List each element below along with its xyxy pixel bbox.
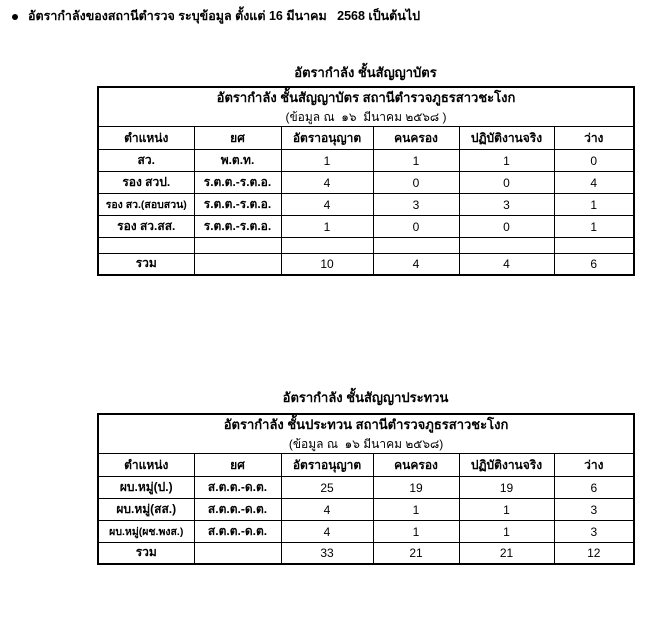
table-row xyxy=(98,477,634,499)
cell-actual: 1 xyxy=(459,150,554,172)
col-header-vacant: ว่าง xyxy=(554,454,634,477)
cell-authorized: 10 xyxy=(281,254,373,275)
cell-position: ผบ.หมู่(สส.) xyxy=(98,499,194,521)
cell-actual: 0 xyxy=(459,216,554,238)
col-header-occupied: คนครอง xyxy=(373,127,459,150)
col-header-vacant: ว่าง xyxy=(554,127,634,150)
table-caption xyxy=(98,414,634,454)
cell-rank xyxy=(194,254,281,275)
cell-actual: 21 xyxy=(459,543,554,564)
col-header-authorized: อัตราอนุญาต xyxy=(281,127,373,150)
cell-vacant: 3 xyxy=(554,499,634,521)
cell-actual: 1 xyxy=(459,521,554,543)
cell-vacant: 1 xyxy=(554,194,634,216)
table-caption-title: อัตรากำลัง ชั้นประทวน สถานีตำรวจภูธรสาวชะโงก xyxy=(223,417,509,432)
cell-occupied xyxy=(373,238,459,254)
cell-total-label: รวม xyxy=(98,543,194,564)
cell-authorized: 4 xyxy=(281,172,373,194)
table-caption-date: (ข้อมูล ณ ๑๖ มีนาคม ๒๕๖๘ ) xyxy=(285,110,447,124)
table-caption-title: อัตรากำลัง ชั้นสัญญาบัตร สถานีตำรวจภูธรสาวชะโงก xyxy=(216,90,516,105)
table-row xyxy=(98,216,634,238)
table-header-row xyxy=(98,454,634,477)
table-caption-row xyxy=(98,414,634,454)
bullet-icon xyxy=(12,14,18,20)
cell-occupied: 4 xyxy=(373,254,459,275)
cell-authorized: 4 xyxy=(281,499,373,521)
cell-vacant: 6 xyxy=(554,477,634,499)
table-total-row xyxy=(98,254,634,275)
table-caption-date: (ข้อมูล ณ ๑๖ มีนาคม ๒๕๖๘) xyxy=(288,437,444,451)
table-row xyxy=(98,194,634,216)
cell-authorized xyxy=(281,238,373,254)
cell-actual xyxy=(459,238,554,254)
cell-position: รอง สว.สส. xyxy=(98,216,194,238)
table-row xyxy=(98,499,634,521)
cell-vacant: 3 xyxy=(554,521,634,543)
cell-actual: 4 xyxy=(459,254,554,275)
table-header-row xyxy=(98,127,634,150)
cell-rank: พ.ต.ท. xyxy=(194,150,281,172)
table-caption xyxy=(98,87,634,127)
bullet-list-item xyxy=(12,8,420,25)
officer-section-title: อัตรากำลัง ชั้นสัญญาบัตร xyxy=(294,65,437,80)
col-header-actual: ปฏิบัติงานจริง xyxy=(459,454,554,477)
cell-rank: ร.ต.ต.-ร.ต.อ. xyxy=(194,194,281,216)
table-total-row xyxy=(98,543,634,564)
col-header-position: ตำแหน่ง xyxy=(98,127,194,150)
cell-rank: ส.ต.ต.-ด.ต. xyxy=(194,499,281,521)
cell-actual: 19 xyxy=(459,477,554,499)
cell-occupied: 0 xyxy=(373,216,459,238)
cell-occupied: 21 xyxy=(373,543,459,564)
cell-vacant: 1 xyxy=(554,216,634,238)
table-row xyxy=(98,150,634,172)
cell-authorized: 1 xyxy=(281,150,373,172)
nco-section-title: อัตรากำลัง ชั้นสัญญาประทวน xyxy=(282,390,449,405)
cell-occupied: 0 xyxy=(373,172,459,194)
cell-position: รอง สวป. xyxy=(98,172,194,194)
cell-actual: 0 xyxy=(459,172,554,194)
cell-occupied: 1 xyxy=(373,499,459,521)
col-header-rank: ยศ xyxy=(194,454,281,477)
cell-occupied: 3 xyxy=(373,194,459,216)
nco-table xyxy=(97,413,635,565)
col-header-actual: ปฏิบัติงานจริง xyxy=(459,127,554,150)
cell-occupied: 19 xyxy=(373,477,459,499)
cell-actual: 3 xyxy=(459,194,554,216)
cell-position: สว. xyxy=(98,150,194,172)
cell-actual: 1 xyxy=(459,499,554,521)
cell-authorized: 4 xyxy=(281,194,373,216)
cell-vacant: 12 xyxy=(554,543,634,564)
officer-table xyxy=(97,86,635,276)
cell-position: ผบ.หมู่(ผช.พงส.) xyxy=(98,521,194,543)
cell-authorized: 33 xyxy=(281,543,373,564)
cell-rank xyxy=(194,238,281,254)
table-caption-row xyxy=(98,87,634,127)
col-header-authorized: อัตราอนุญาต xyxy=(281,454,373,477)
cell-occupied: 1 xyxy=(373,521,459,543)
cell-vacant xyxy=(554,238,634,254)
col-header-rank: ยศ xyxy=(194,127,281,150)
cell-vacant: 6 xyxy=(554,254,634,275)
cell-position: ผบ.หมู่(ป.) xyxy=(98,477,194,499)
col-header-occupied: คนครอง xyxy=(373,454,459,477)
bullet-text: อัตรากำลังของสถานีตำรวจ ระบุข้อมูล ตั้งแต่ 16 มีนาคม 2568 เป็นต้นไป xyxy=(28,9,421,23)
cell-position: รอง สว.(สอบสวน) xyxy=(98,194,194,216)
cell-rank: ส.ต.ต.-ด.ต. xyxy=(194,521,281,543)
cell-rank: ส.ต.ต.-ด.ต. xyxy=(194,477,281,499)
cell-occupied: 1 xyxy=(373,150,459,172)
table-row xyxy=(98,172,634,194)
cell-vacant: 4 xyxy=(554,172,634,194)
table-row xyxy=(98,521,634,543)
col-header-position: ตำแหน่ง xyxy=(98,454,194,477)
cell-rank: ร.ต.ต.-ร.ต.อ. xyxy=(194,172,281,194)
cell-position xyxy=(98,238,194,254)
cell-total-label: รวม xyxy=(98,254,194,275)
cell-authorized: 25 xyxy=(281,477,373,499)
cell-authorized: 1 xyxy=(281,216,373,238)
table-row-empty xyxy=(98,238,634,254)
cell-rank: ร.ต.ต.-ร.ต.อ. xyxy=(194,216,281,238)
cell-authorized: 4 xyxy=(281,521,373,543)
cell-rank xyxy=(194,543,281,564)
cell-vacant: 0 xyxy=(554,150,634,172)
